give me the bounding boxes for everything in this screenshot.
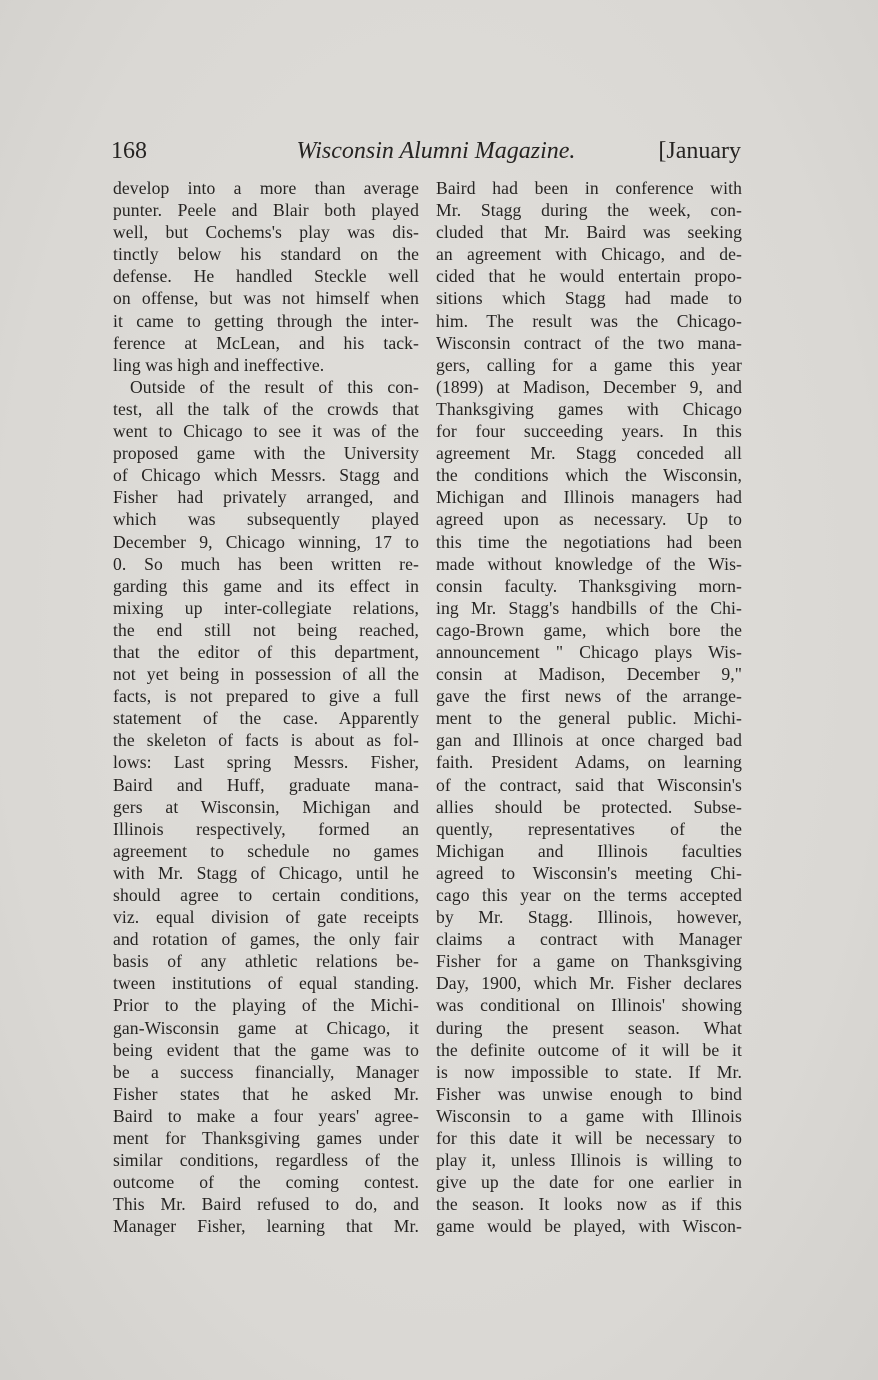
text-line: ing Mr. Stagg's handbills of the Chi- (436, 597, 742, 618)
text-line: agreed upon as necessary. Up to (436, 509, 742, 530)
text-line: ment for Thanksgiving games under (113, 1128, 419, 1149)
text-line: of the contract, said that Wisconsin's (436, 774, 742, 795)
text-line: Michigan and Illinois faculties (436, 840, 742, 861)
text-line: him. The result was the Chicago- (436, 310, 742, 331)
text-line: gan-Wisconsin game at Chicago, it (113, 1017, 419, 1038)
text-line: gers, calling for a game this year (436, 354, 742, 375)
text-line: basis of any athletic relations be- (113, 951, 419, 972)
text-line: December 9, Chicago winning, 17 to (113, 531, 419, 552)
text-line: outcome of the coming contest. (113, 1172, 419, 1193)
text-line: similar conditions, regardless of the (113, 1150, 419, 1171)
text-line: Manager Fisher, learning that Mr. (113, 1216, 419, 1237)
text-line: Wisconsin contract of the two mana- (436, 332, 742, 353)
text-line: the season. It looks now as if this (436, 1194, 742, 1215)
text-line: Baird had been in conference with (436, 178, 742, 198)
text-line: the definite outcome of it will be it (436, 1039, 742, 1060)
text-line: gers at Wisconsin, Michigan and (113, 796, 419, 817)
text-line: Thanksgiving games with Chicago (436, 398, 742, 419)
text-line: Wisconsin to a game with Illinois (436, 1105, 742, 1126)
text-line: (1899) at Madison, December 9, and (436, 376, 742, 397)
text-line: gave the first news of the arrange- (436, 686, 742, 707)
text-line: cago-Brown game, which bore the (436, 619, 742, 640)
text-line: gan and Illinois at once charged bad (436, 730, 742, 751)
text-line: the skeleton of facts is about as fol- (113, 730, 419, 751)
text-line: the conditions which the Wisconsin, (436, 465, 742, 486)
text-line: cided that he would entertain propo- (436, 266, 742, 287)
text-line: and rotation of games, the only fair (113, 929, 419, 950)
text-line: facts, is not prepared to give a full (113, 686, 419, 707)
text-line: is now impossible to state. If Mr. (436, 1061, 742, 1082)
text-line: went to Chicago to see it was of the (113, 421, 419, 442)
issue-month: [January (658, 138, 741, 164)
text-line: mixing up inter-collegiate relations, (113, 597, 419, 618)
text-line: quently, representatives of the (436, 818, 742, 839)
text-line: consin faculty. Thanksgiving morn- (436, 575, 742, 596)
text-line: for four succeeding years. In this (436, 421, 742, 442)
text-line: Baird to make a four years' agree- (113, 1105, 419, 1126)
text-line: Mr. Stagg during the week, con- (436, 200, 742, 221)
text-line: Fisher had privately arranged, and (113, 487, 419, 508)
text-line: it came to getting through the inter- (113, 310, 419, 331)
text-line: faith. President Adams, on learning (436, 752, 742, 773)
text-line: claims a contract with Manager (436, 929, 742, 950)
text-line: play it, unless Illinois is willing to (436, 1150, 742, 1171)
text-line: not yet being in possession of all the (113, 664, 419, 685)
running-head (111, 134, 741, 168)
text-column-right (436, 177, 742, 1238)
text-line: should agree to certain conditions, (113, 885, 419, 905)
text-line: proposed game with the University (113, 443, 419, 464)
text-line: Michigan and Illinois managers had (436, 487, 742, 508)
text-line: tinctly below his standard on the (113, 244, 419, 265)
text-line: statement of the case. Apparently (113, 708, 419, 729)
text-line: well, but Cochems's play was dis- (113, 222, 419, 243)
text-line: ling was high and ineffective. (113, 354, 325, 375)
text-line: agreed to Wisconsin's meeting Chi- (436, 862, 742, 883)
text-line: agreement Mr. Stagg conceded all (436, 443, 742, 464)
text-line: that the editor of this department, (113, 641, 419, 662)
text-line: Fisher for a game on Thanksgiving (436, 951, 742, 972)
text-line: Outside of the result of this con- (130, 376, 419, 397)
text-line: give up the date for one earlier in (436, 1172, 742, 1193)
text-line: Illinois respectively, formed an (113, 818, 419, 839)
text-line: This Mr. Baird refused to do, and (113, 1194, 419, 1215)
text-line: test, all the talk of the crowds that (113, 398, 419, 419)
text-line: develop into a more than average (113, 178, 419, 198)
text-line: cago this year on the terms accepted (436, 885, 742, 905)
text-line: consin at Madison, December 9," (436, 664, 742, 685)
text-line: announcement " Chicago plays Wis- (436, 641, 742, 662)
text-line: lows: Last spring Messrs. Fisher, (113, 752, 419, 773)
text-line: be a success financially, Manager (113, 1061, 419, 1082)
text-line: game would be played, with Wiscon- (436, 1216, 742, 1237)
text-line: Fisher states that he asked Mr. (113, 1083, 419, 1104)
text-line: Baird and Huff, graduate mana- (113, 774, 419, 795)
text-line: sitions which Stagg had made to (436, 288, 742, 309)
page-number: 168 (111, 138, 147, 164)
text-line: Fisher was unwise enough to bind (436, 1083, 742, 1104)
text-line: was conditional on Illinois' showing (436, 995, 742, 1016)
text-line: during the present season. What (436, 1017, 742, 1038)
text-line: by Mr. Stagg. Illinois, however, (436, 907, 742, 928)
text-line: allies should be protected. Subse- (436, 796, 742, 817)
text-line: this time the negotiations had been (436, 531, 742, 552)
text-line: Prior to the playing of the Michi- (113, 995, 419, 1016)
text-line: punter. Peele and Blair both played (113, 200, 419, 221)
text-column-left (113, 177, 419, 1238)
text-line: cluded that Mr. Baird was seeking (436, 222, 742, 243)
text-line: Day, 1900, which Mr. Fisher declares (436, 973, 742, 994)
text-line: agreement to schedule no games (113, 840, 419, 861)
text-line: of Chicago which Messrs. Stagg and (113, 465, 419, 486)
text-line: made without knowledge of the Wis- (436, 553, 742, 574)
text-line: being evident that the game was to (113, 1039, 419, 1060)
text-line: tween institutions of equal standing. (113, 973, 419, 994)
text-line: garding this game and its effect in (113, 575, 419, 596)
text-line: on offense, but was not himself when (113, 288, 419, 309)
text-line: defense. He handled Steckle well (113, 266, 419, 287)
text-line: an agreement with Chicago, and de- (436, 244, 742, 265)
text-line: ment to the general public. Michi- (436, 708, 742, 729)
text-line: the end still not being reached, (113, 619, 419, 640)
text-line: for this date it will be necessary to (436, 1128, 742, 1149)
text-line: ference at McLean, and his tack- (113, 332, 419, 353)
text-line: with Mr. Stagg of Chicago, until he (113, 862, 419, 883)
text-line: viz. equal division of gate receipts (113, 907, 419, 928)
text-line: 0. So much has been written re- (113, 553, 419, 574)
text-line: which was subsequently played (113, 509, 419, 530)
magazine-title: Wisconsin Alumni Magazine. (296, 138, 576, 164)
